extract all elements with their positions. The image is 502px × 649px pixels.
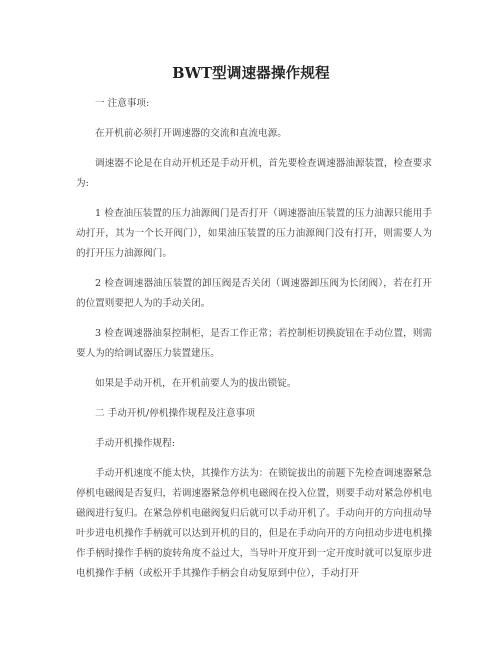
- paragraph-manual-start-heading: 手动开机操作规程:: [95, 438, 175, 449]
- paragraph-check-item-1: 1 检查油压装置的压力油源阀门是否打开（调速器油压装置的压力油源只能用手动打开，其为一个长开阀门），如果油压装置的压力油源阀门没有打开，则需要人为的打开压力油源阀门。: [76, 208, 432, 259]
- paragraph-notice-heading: 一 注意事项:: [95, 98, 150, 109]
- paragraph-manual-lock: 如果是手动开机，在开机前要人为的拔出锁锭。: [95, 378, 297, 389]
- paragraph-check-item-3: 3 检查调速器油泵控制柜，是否工作正常；若控制柜切换旋钮在手动位置，则需要人为的给调试器压力装置建压。: [76, 328, 432, 359]
- section-heading-manual-start-stop: 二 手动开机/停机操作规程及注意事项: [95, 408, 255, 419]
- document-title: BWT型调速器操作规程: [172, 65, 330, 82]
- paragraph-check-item-2: 2 检查调速器油压装置的卸压阀是否关闭（调速器卸压阀为长闭阀），若在打开的位置则要把人为的手动关闭。: [76, 278, 432, 309]
- paragraph-manual-start-procedure: 手动开机速度不能太快，其操作方法为：在锁锭拔出的前题下先检查调速器紧急停机电磁阀是否复归，若调速器紧急停机电磁阀在投入位置，则要手动对紧急停机电磁阀进行复归。在紧急停机电磁阀复归后就可以手动开机了。手动向开的方向扭动导叶步进电机操作手柄就可以达到开机的目的，但是在手动向开的方向扭动步进电机操作手柄时操作手柄的旋转角度不益过大，当导叶开度开到一定开度时就可以复原步进电机操作手柄（或松开手其操作手柄会自动复原到中位），手动打开: [76, 468, 432, 579]
- paragraph-oil-source-check: 调速器不论是在自动开机还是手动开机，首先要检查调速器油源装置，检查要求为:: [76, 158, 432, 189]
- paragraph-power-on: 在开机前必须打开调速器的交流和直流电源。: [95, 128, 287, 139]
